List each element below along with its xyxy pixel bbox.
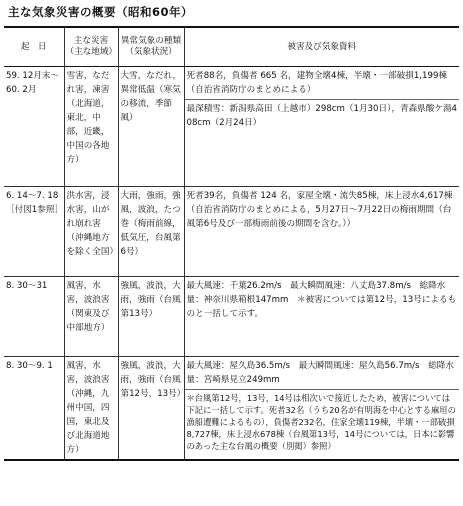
divider	[185, 389, 460, 390]
row-weather: 強風，波浪，大雨，強雨（台風第12号，13号）	[118, 357, 184, 461]
row-type: 風害，水害，波浪害（沖縄，九州中国，四国，東北及び北海道地方）	[64, 357, 118, 461]
detail-weather: 最大風速：屋久島36.5m/s 最大瞬間風速：屋久島56.7m/s 総降水量：宮崎県見立249mm	[186, 361, 454, 385]
header-row	[4, 27, 459, 67]
detail-note: ＊台風第12号，13号，14号は相次いで接近したため，被害については下記に一括して示す。死者32名（うち20名が有明海を中心とする麻垣の漁船遭難によるもの），負傷者232名，住家全壊119棟，半壊・一部破損8,727棟，床上浸水678棟（台風第13号，14号については，日本に影響のあった主な台風の概要（別掲）参照）	[186, 393, 456, 451]
row-date: 8. 30～9. 1	[4, 357, 64, 461]
detail-damage: 死者88名，負傷者 665 名，建物全壊4棟，半壊・一部破損1,199棟（自治省消防庁のまとめによる）	[186, 71, 448, 95]
row-detail	[184, 67, 459, 187]
row-type: 雪害，なだれ害，凍害（北海道，東北，中部，近畿，中国の各地方）	[64, 67, 118, 187]
detail-weather: 最深積雪：新潟県高田（上越市）298cm（1月30日），青森県酸ケ湯408cm（2月24日）	[186, 104, 458, 128]
row-date: 8. 30～31	[4, 277, 64, 357]
row-detail: 死者39名，負傷者 124 名，家屋全壊・流失85棟，床上浸水4,617棟（自治省消防庁のまとめによる，5月27日～7月22日の梅雨期間（台風第6号及び一部梅雨前後の期間を含む。））	[186, 191, 453, 229]
row-date: 59. 12月末～60. 2月	[4, 67, 64, 187]
header-type: 主な災害（主な地域）	[64, 27, 118, 67]
row-weather: 強風，波浪，大雨，強雨（台風第13号）	[118, 277, 184, 357]
row-detail	[184, 357, 459, 461]
row-weather: 大雨，強雨，強風，波浪，たつ巻（梅雨前線，低気圧，台風第6号）	[118, 187, 184, 277]
disaster-table	[4, 26, 459, 461]
row-weather: 大雪，なだれ，異常低温（寒気の移流，季節風）	[118, 67, 184, 187]
header-weather: 異常気象の種類（気象状況）	[118, 27, 184, 67]
header-date: 起 日	[4, 27, 64, 67]
divider	[185, 99, 460, 100]
row-date: 6. 14～7. 18［付図1参照］	[4, 187, 64, 277]
table-row	[4, 357, 459, 461]
row-detail: 最大風速：千葉26.2m/s 最大瞬間風速：八丈島37.8m/s 総降水量：神奈川県箱根147mm ＊被害については第12号，13号によるものと一括して示す。	[186, 281, 457, 319]
table-row	[4, 277, 459, 357]
table-row	[4, 67, 459, 187]
header-detail: 被害及び気象資料	[287, 41, 357, 52]
page-title: 主な気象災害の概要（昭和60年）	[8, 5, 194, 19]
row-type: 洪水害，浸水害，山がれ崩れ害（沖縄地方を除く全国）	[64, 187, 118, 277]
table-row	[4, 187, 459, 277]
row-type: 風害，水害，波浪害（関東及び中部地方）	[64, 277, 118, 357]
